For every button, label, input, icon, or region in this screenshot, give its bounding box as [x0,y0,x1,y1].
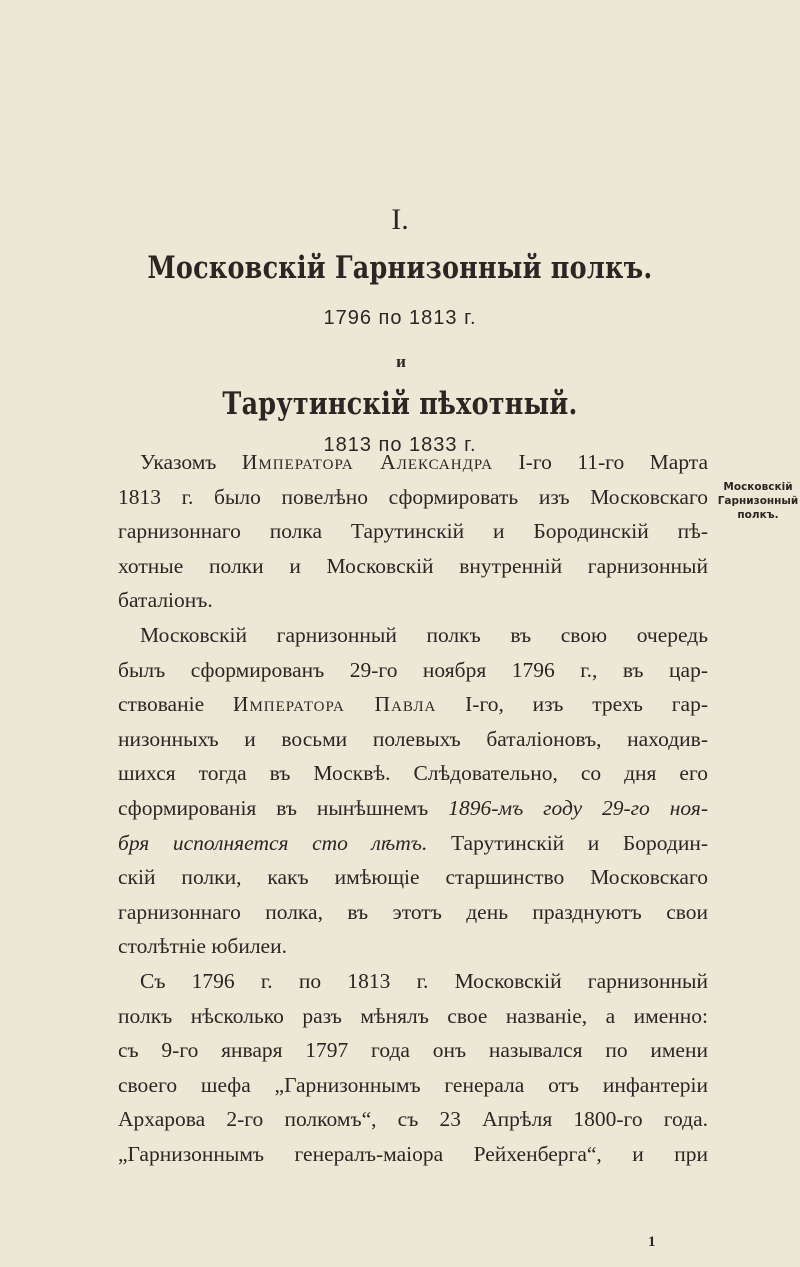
text-segment: ствованіе [118,692,233,717]
text-segment: своего шефа „Гарнизоннымъ генерала отъ инфантеріи [118,1072,708,1097]
title-separator: и [396,352,404,371]
text-line [118,654,708,686]
text-line [118,757,708,789]
text-line [118,896,708,928]
text-line [118,481,708,513]
text-segment: 1896-мъ году 29-го ноя- [448,796,708,820]
text-line [118,584,708,616]
text-segment: I-го 11-го Марта [493,450,708,474]
text-segment: полкъ нѣсколько разъ мѣнялъ свое названіе, а именно: [118,1003,708,1028]
text-segment: „Гарнизоннымъ генералъ-маіора Рейхенберга“, и при [118,1142,708,1166]
text-segment: Съ 1796 г. по 1813 г. Московскій гарнизонный [140,969,708,993]
text-segment: гарнизоннаго полка, въ этотъ день празднуютъ свои [118,899,708,924]
text-line [118,688,708,720]
text-line [118,1000,708,1032]
text-segment: Архарова 2-го полкомъ“, съ 23 Апрѣля 1800-го года. [118,1107,708,1132]
text-line [140,619,708,651]
text-segment: съ 9-го января 1797 года онъ назывался по имени [118,1038,708,1063]
text-segment: былъ сформированъ 29-го ноября 1796 г., въ цар- [118,657,708,682]
text-line [118,861,708,893]
text-segment: Указомъ [140,450,242,474]
text-segment: хотные полки и Московскій внутренній гарнизонный [118,553,708,578]
text-line [118,515,708,547]
text-segment: скій полки, какъ имѣющіе старшинство Московскаго [118,865,708,890]
text-segment: Тарутинскій и Бородин- [427,830,708,855]
text-line [118,1034,708,1066]
margin-note [716,480,800,522]
text-segment: низонныхъ и восьми полевыхъ баталіоновъ, находив- [118,726,708,751]
text-line [118,930,708,962]
regiment-title-2: Тарутинскій пѣхотный. [222,386,578,422]
margin-note-line: Московскій [723,481,793,493]
text-segment: баталіонъ. [118,588,213,613]
text-line [118,792,708,824]
text-line [118,723,708,755]
text-line [140,446,708,478]
regiment-dates-2: 1813 по 1833 г. [323,434,477,456]
text-segment: Московскій гарнизонный полкъ въ свою очередь [140,623,708,647]
text-line [118,1103,708,1135]
text-segment: I-го, изъ трехъ гар- [436,692,708,717]
text-segment: бря исполняется сто лѣтъ. [118,830,428,855]
margin-note-line: Гарнизонный [717,495,799,507]
text-segment: Императора Александра [241,450,494,474]
regiment-title-1: Московскій Гарнизонный полкъ. [147,250,653,286]
text-line [118,827,708,859]
text-line [140,965,708,997]
text-segment: 1813 г. было повелѣно сформировать изъ Московскаго [118,484,708,509]
chapter-number: I. [391,203,409,236]
text-segment: шихся тогда въ Москвѣ. Слѣдовательно, со дня его [118,761,708,786]
text-line [118,550,708,582]
page-number: 1 [648,1234,656,1250]
regiment-dates-1: 1796 по 1813 г. [323,307,477,329]
text-segment: сформированія въ нынѣшнемъ [118,796,449,820]
text-segment: столѣтніе юбилеи. [118,934,287,959]
margin-note-line: полкъ. [737,509,779,521]
text-segment: гарнизоннаго полка Тарутинскій и Бородинскій пѣ- [118,519,708,544]
text-line [118,1138,708,1170]
text-line [118,1069,708,1101]
text-segment: Императора Павла [232,692,437,717]
